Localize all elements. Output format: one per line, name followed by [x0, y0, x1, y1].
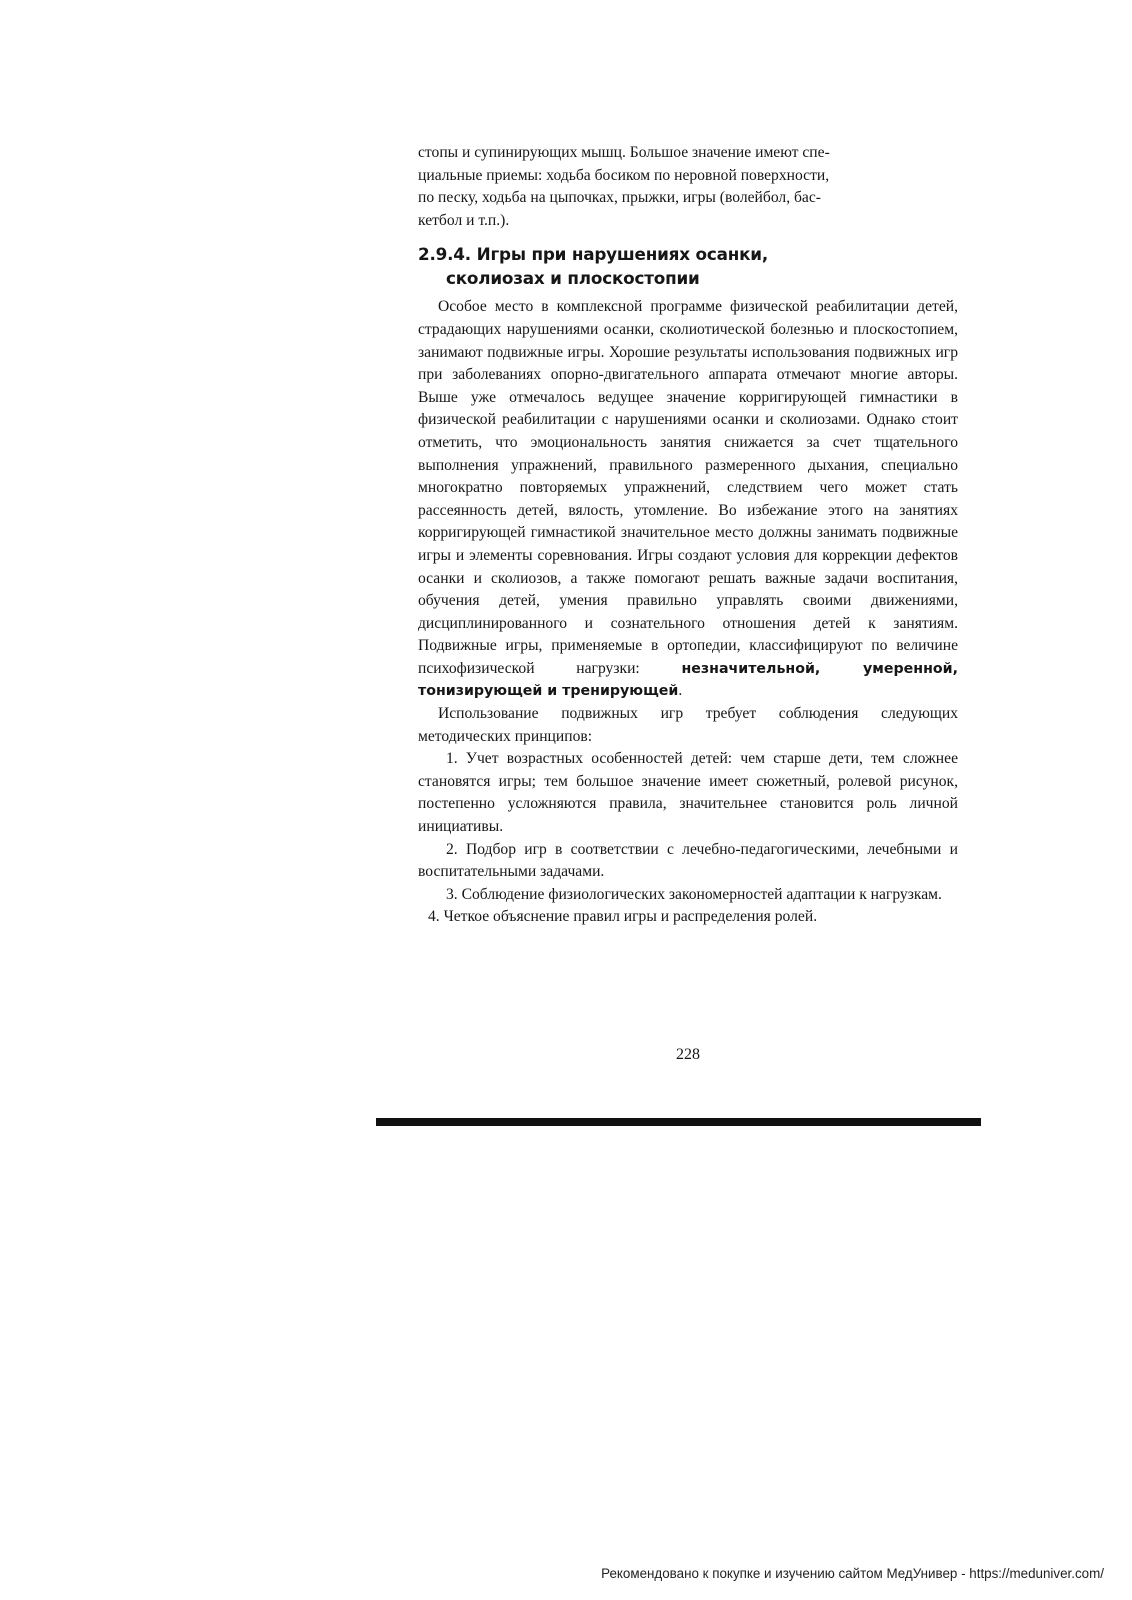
section-heading-line2: сколиозах и плоскостопии	[446, 268, 700, 289]
principle-item-1: 1. Учет возрастных особенностей детей: чем старше дети, тем сложнее становятся игры; тем большое значение имеет сюжетный, ролевой рисунок, постепенно усложняются правила, значительнее становится роль личной инициативы.	[418, 750, 958, 836]
intro-line: кетбол и т.п.).	[418, 211, 510, 229]
footer-recommendation: Рекомендовано к покупке и изучению сайтом МедУнивер - https://meduniver.com/	[601, 1566, 1104, 1581]
intro-line: по песку, ходьба на цыпочках, прыжки, игры (волейбол, бас-	[418, 189, 821, 207]
page-number: 228	[676, 1046, 700, 1063]
principle-item-3: 3. Соблюдение физиологических закономерностей адаптации к нагрузкам.	[446, 885, 942, 903]
page-bottom-rule	[376, 1118, 981, 1126]
section-heading-line1: 2.9.4. Игры при нарушениях осанки,	[418, 244, 769, 265]
principle-item-4: 4. Четкое объяснение правил игры и распределения ролей.	[428, 908, 818, 926]
load-types-emphasis: незначительной, умеренной, тонизирующей и тренирующей	[418, 660, 958, 700]
body-paragraph-2: Использование подвижных игр требует соблюдения следующих методических принципов:	[418, 705, 958, 745]
body-paragraph-1	[418, 296, 958, 703]
paragraph-1-text: Особое место в комплексной программе физической реабилитации детей, страдающих нарушениями осанки, сколиотической болезнью и плоскостопием, занимают подвижные игры. Хорошие результаты использования подвижных игр при заболеваниях опорно-двигательного аппарата отмечают многие авторы. Выше уже отмечалось ведущее значение корригирующей гимнастики в физической реабилитации с нарушениями осанки и сколиозами. Однако стоит отметить, что эмоциональность занятия снижается за счет тщательного выполнения упражнений, правильного размеренного дыхания, специально многократно повторяемых упражнений, следствием чего может стать рассеянность детей, вялость, утомление. Во избежание этого на занятиях корригирующей гимнастикой значительное место должны занимать подвижные игры и элементы соревнования. Игры создают условия для коррекции дефектов осанки и сколиозов, а также помогают решать важные задачи воспитания, обучения детей, умения правильно управлять своими движениями, дисциплинированного и сознательного отношения детей к занятиям. Подвижные игры, применяемые в ортопедии, классифицируют по величине психофизической нагрузки:	[418, 298, 958, 677]
intro-paragraph	[418, 142, 958, 232]
section-heading	[418, 242, 958, 290]
intro-line: циальные приемы: ходьба босиком по неровной поверхности,	[418, 166, 830, 184]
principle-item-2: 2. Подбор игр в соответствии с лечебно-педагогическими, лечебными и воспитательными задачами.	[418, 840, 958, 881]
load-types-period: .	[678, 682, 683, 700]
intro-line: стопы и супинирующих мышц. Большое значение имеют спе-	[418, 144, 830, 161]
page-text-block	[418, 142, 958, 929]
